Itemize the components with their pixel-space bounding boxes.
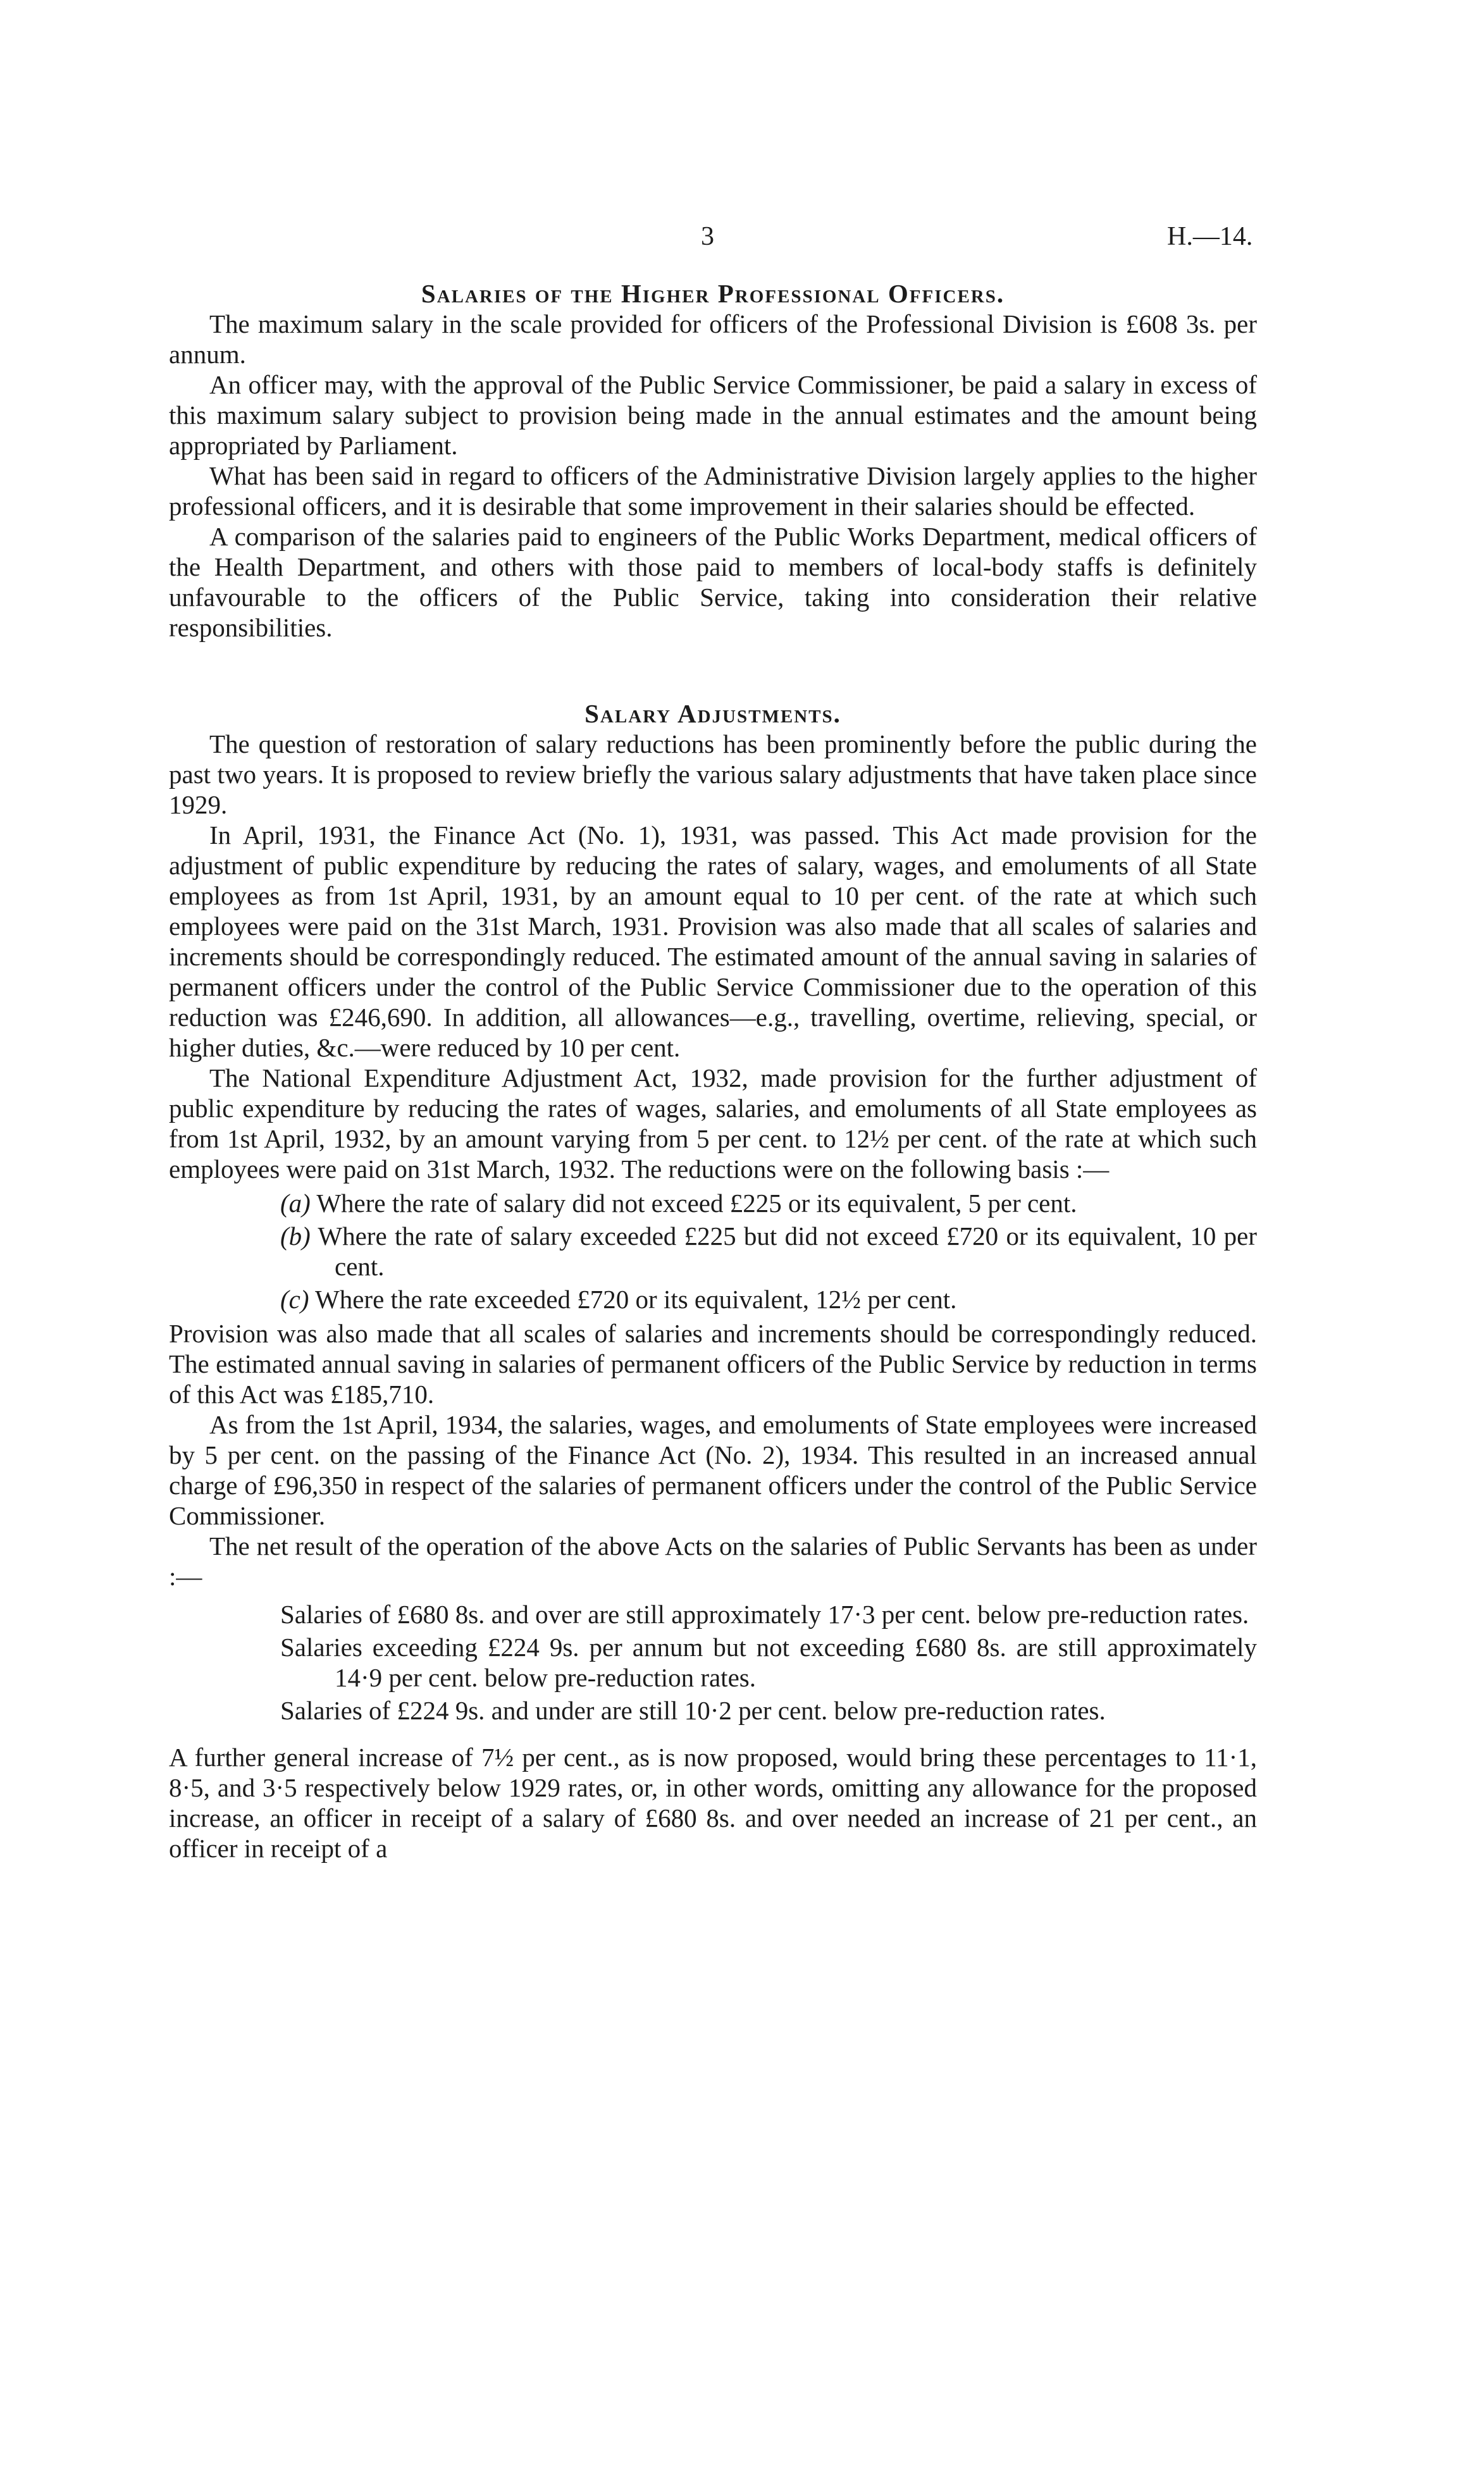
paragraph: The National Expenditure Adjustment Act, 1932, made provision for the further adjustment of public expenditure by reducing the rates of wages, salaries, and emoluments of all State employees as from 1st April, 1932, by an amount varying from 5 per cent. to 12½ per cent. of the rate at which such employees were paid on 31st March, 1932. The reductions were on the following basis :— [169,1063,1257,1184]
list-item: Salaries of £680 8s. and over are still approximately 17·3 per cent. below pre-reduction rates. [280,1600,1249,1629]
page-body [169,278,1257,1864]
list-item [169,1188,1257,1218]
paragraph: As from the 1st April, 1934, the salaries, wages, and emoluments of State employees were increased by 5 per cent. on the passing of the Finance Act (No. 2), 1934. This resulted in an increased annual charge of £96,350 in respect of the salaries of permanent officers under the control of the Public Service Commissioner. [169,1410,1257,1530]
page-number: 3 [701,222,714,251]
list-item [169,1221,1257,1282]
section-heading-salary-adjustments: Salary Adjustments. [584,699,841,728]
list-item-label: (b) [280,1221,311,1251]
list-item-text: Where the rate of salary did not exceed £225 or its equivalent, 5 per cent. [316,1189,1077,1218]
paragraph: What has been said in regard to officers of the Administrative Division largely applies to the higher professional officers, and it is desirable that some improvement in their salaries should be effected. [169,461,1257,521]
paragraph: A further general increase of 7½ per cent., as is now proposed, would bring these percentages to 11·1, 8·5, and 3·5 respectively below 1929 rates, or, in other words, omitting any allowance for the proposed increase, an officer in receipt of a salary of £680 8s. and over needed an increase of 21 per cent., an officer in receipt of a [169,1743,1257,1863]
paragraph: The question of restoration of salary reductions has been prominently before the public during the past two years. It is proposed to review briefly the various salary adjustments that have taken place since 1929. [169,729,1257,819]
paragraph: The net result of the operation of the above Acts on the salaries of Public Servants has been as under :— [169,1531,1257,1591]
list-item [169,1284,1257,1314]
list-item-label: (a) [280,1189,311,1218]
list-item: Salaries of £224 9s. and under are still 10·2 per cent. below pre-reduction rates. [280,1696,1106,1725]
section-heading-professional-salaries: Salaries of the Higher Professional Officers. [421,279,1005,308]
paragraph: Provision was also made that all scales of salaries and increments should be correspondingly reduced. The estimated annual saving in salaries of permanent officers of the Public Service by reduction in terms of this Act was £185,710. [169,1319,1257,1409]
paragraph: The maximum salary in the scale provided for officers of the Professional Division is £608 3s. per annum. [169,309,1257,369]
paragraph: In April, 1931, the Finance Act (No. 1), 1931, was passed. This Act made provision for the adjustment of public expenditure by reducing the rates of salary, wages, and emoluments of all State employees as from 1st April, 1931, by an amount equal to 10 per cent. of the rate at which such employees were paid on the 31st March, 1931. Provision was also made that all scales of salaries and increments should be correspondingly reduced. The estimated amount of the annual saving in salaries of permanent officers under the control of the Public Service Commissioner due to the operation of this reduction was £246,690. In addition, all allowances—e.g., travelling, overtime, relieving, special, or higher duties, &c.—were reduced by 10 per cent. [169,820,1257,1062]
paragraph: An officer may, with the approval of the Public Service Commissioner, be paid a salary in excess of this maximum salary subject to provision being made in the annual estimates and the amount being appropriated by Parliament. [169,370,1257,460]
document-reference: H.—14. [1167,222,1253,251]
list-item: Salaries exceeding £224 9s. per annum but not exceeding £680 8s. are still approximately 14·9 per cent. below pre-reduction rates. [280,1633,1257,1692]
list-item-text: Where the rate of salary exceeded £225 but did not exceed £720 or its equivalent, 10 per cent. [318,1221,1257,1281]
net-result-list [169,1599,1257,1726]
reduction-basis-list [169,1188,1257,1314]
list-item-text: Where the rate exceeded £720 or its equivalent, 12½ per cent. [315,1285,957,1314]
list-item-label: (c) [280,1285,309,1314]
page-header [0,221,1484,259]
paragraph: A comparison of the salaries paid to engineers of the Public Works Department, medical officers of the Health Department, and others with those paid to members of local-body staffs is definitely unfavourable to the officers of the Public Service, taking into consideration their relative responsibilities. [169,522,1257,642]
